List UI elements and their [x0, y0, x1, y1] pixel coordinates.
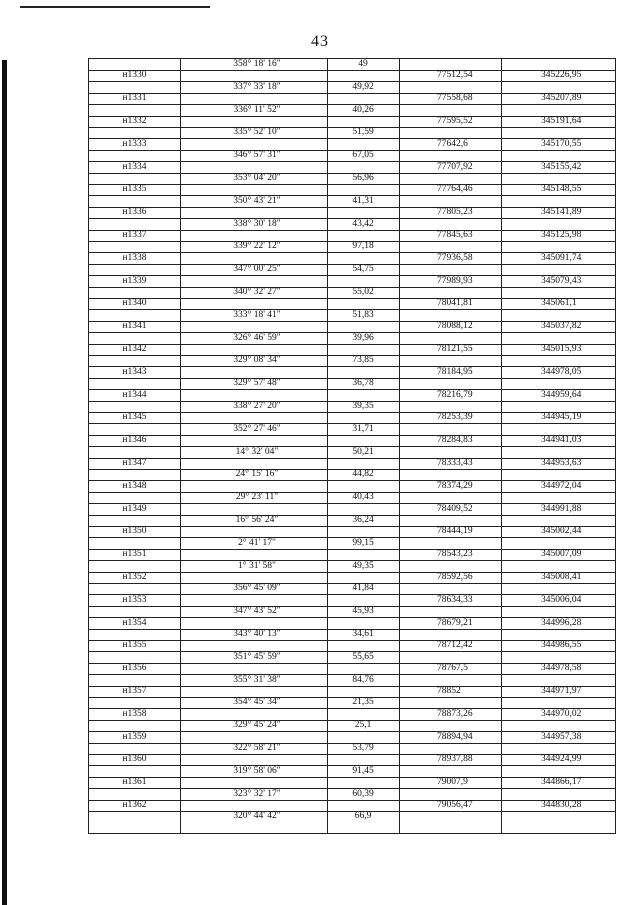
point-name-cell: н1357 [122, 686, 147, 696]
x-coordinate-cell: 77558,68 [437, 93, 473, 104]
y-coordinate-cell: 344924,99 [541, 754, 582, 765]
bearing-cell: 320° 44' 42" [233, 811, 281, 822]
point-name-cell: н1362 [122, 800, 147, 810]
distance-cell: 51,83 [352, 309, 374, 320]
x-coordinate-cell: 78184,95 [437, 366, 473, 377]
point-name-cell: н1344 [122, 389, 147, 400]
y-coordinate-cell: 344941,03 [541, 435, 582, 446]
x-coordinate-cell: 77642,6 [437, 138, 468, 149]
x-coordinate-cell: 78444,19 [437, 526, 473, 537]
bearing-cell: 338° 30' 18" [233, 218, 281, 229]
point-name-cell: н1340 [122, 298, 147, 309]
x-coordinate-cell: 78216,79 [437, 389, 473, 400]
bearing-cell: 350° 43' 21" [233, 195, 281, 206]
point-name-cell: н1353 [122, 594, 147, 605]
bearing-cell: 353° 04' 20" [233, 173, 281, 183]
point-name-cell: н1339 [122, 275, 147, 286]
bearing-cell: 356° 45' 09" [233, 583, 281, 594]
distance-cell: 41,31 [352, 195, 374, 206]
bearing-cell: 14° 32' 04" [235, 446, 279, 457]
x-coordinate-cell: 78894,94 [437, 731, 473, 742]
distance-cell: 73,85 [352, 355, 374, 366]
point-name-cell: н1333 [122, 138, 147, 149]
distance-cell: 91,45 [352, 765, 374, 776]
distance-cell: 56,96 [352, 173, 374, 183]
x-coordinate-cell: 77936,58 [437, 252, 473, 263]
y-coordinate-cell: 345148,55 [541, 184, 582, 195]
bearing-cell: 326° 46' 59" [233, 332, 281, 343]
x-coordinate-cell: 78873,26 [437, 708, 473, 719]
x-coordinate-cell: 77707,92 [437, 161, 473, 172]
point-name-cell: н1352 [122, 572, 147, 582]
point-name-cell: н1331 [122, 93, 147, 104]
y-coordinate-cell: 345125,98 [541, 230, 582, 240]
x-coordinate-cell: 77805,23 [437, 207, 473, 218]
y-coordinate-cell: 345008,41 [541, 572, 582, 582]
x-coordinate-cell: 78284,83 [437, 435, 473, 446]
bearing-cell: 333° 18' 41" [233, 309, 281, 320]
point-name-cell: н1335 [122, 184, 147, 195]
distance-cell: 55,65 [352, 651, 374, 662]
distance-cell: 31,71 [352, 423, 374, 434]
y-coordinate-cell: 344959,64 [541, 389, 582, 400]
distance-cell: 40,43 [352, 492, 374, 503]
y-coordinate-cell: 344978,58 [541, 663, 582, 674]
y-coordinate-cell: 345007,09 [541, 549, 582, 560]
point-name-cell: н1359 [122, 731, 147, 742]
x-coordinate-cell: 77845,63 [437, 230, 473, 240]
distance-cell: 54,75 [352, 264, 374, 275]
point-name-cell: н1356 [122, 663, 147, 674]
distance-cell: 43,42 [352, 218, 374, 229]
x-coordinate-cell: 78767,5 [437, 663, 468, 674]
y-coordinate-cell: 345141,89 [541, 207, 582, 218]
point-name-cell: н1361 [122, 777, 147, 788]
y-coordinate-cell: 344971,97 [541, 686, 582, 696]
y-coordinate-cell: 345079,43 [541, 275, 582, 286]
bearing-cell: 322° 58' 21" [233, 743, 281, 753]
x-coordinate-cell: 78041,81 [437, 298, 473, 309]
x-coordinate-cell: 78712,42 [437, 640, 473, 651]
point-name-cell: н1355 [122, 640, 147, 651]
y-coordinate-cell: 344996,28 [541, 617, 582, 628]
bearing-cell: 16° 56' 24" [235, 515, 279, 525]
bearing-cell: 24° 15' 16" [235, 469, 279, 480]
y-coordinate-cell: 344953,63 [541, 458, 582, 468]
point-name-cell: н1346 [122, 435, 147, 446]
bearing-cell: 1° 31' 58" [238, 560, 276, 571]
y-coordinate-cell: 345015,93 [541, 344, 582, 354]
distance-cell: 67,05 [352, 150, 374, 161]
y-coordinate-cell: 345091,74 [541, 252, 582, 263]
point-name-cell: н1349 [122, 503, 147, 514]
bearing-cell: 29° 23' 11" [235, 492, 279, 503]
point-name-cell: н1358 [122, 708, 147, 719]
distance-cell: 66,9 [354, 811, 372, 822]
page-number: 43 [311, 33, 329, 50]
point-name-cell: н1360 [122, 754, 147, 765]
distance-cell: 39,96 [352, 332, 374, 343]
bearing-cell: 336° 11' 52" [233, 104, 281, 115]
point-name-cell: н1336 [122, 207, 147, 218]
y-coordinate-cell: 344830,28 [541, 800, 582, 810]
bearing-cell: 329° 57' 48" [233, 378, 281, 389]
bearing-cell: 323° 32' 17" [233, 788, 281, 799]
bearing-cell: 340° 32' 27" [233, 287, 281, 297]
distance-cell: 53,79 [352, 743, 374, 753]
bearing-cell: 354° 45' 34" [233, 697, 281, 708]
distance-cell: 34,61 [352, 629, 374, 639]
distance-cell: 36,78 [352, 378, 374, 389]
distance-cell: 55,02 [352, 287, 374, 297]
distance-cell: 39,35 [352, 401, 374, 411]
bearing-cell: 351° 45' 59" [233, 651, 281, 662]
point-name-cell: н1330 [122, 70, 147, 81]
distance-cell: 49,92 [352, 81, 374, 92]
distance-cell: 60,39 [352, 788, 374, 799]
bearing-cell: 339° 22' 12" [233, 241, 281, 252]
distance-cell: 97,18 [352, 241, 374, 252]
x-coordinate-cell: 78543,23 [437, 549, 473, 560]
y-coordinate-cell: 345191,64 [541, 116, 582, 126]
bearing-cell: 346° 57' 31" [233, 150, 281, 161]
bearing-cell: 347° 43' 52" [233, 606, 281, 617]
point-name-cell: н1351 [122, 549, 147, 560]
distance-cell: 49,35 [352, 560, 374, 571]
bearing-cell: 329° 08' 34" [233, 355, 281, 366]
y-coordinate-cell: 345226,95 [541, 70, 582, 81]
point-name-cell: н1334 [122, 161, 147, 172]
bearing-cell: 343° 40' 13" [233, 629, 281, 639]
bearing-cell: 355° 31' 38" [233, 674, 281, 685]
y-coordinate-cell: 345207,89 [541, 93, 582, 104]
x-coordinate-cell: 78409,52 [437, 503, 473, 514]
distance-cell: 84,76 [352, 674, 374, 685]
distance-cell: 40,26 [352, 104, 374, 115]
point-name-cell: н1345 [122, 412, 147, 423]
x-coordinate-cell: 77512,54 [437, 70, 473, 81]
y-coordinate-cell: 345002,44 [541, 526, 582, 537]
distance-cell: 99,15 [352, 537, 374, 548]
point-name-cell: н1341 [122, 321, 147, 332]
x-coordinate-cell: 78333,43 [437, 458, 473, 468]
x-coordinate-cell: 78088,12 [437, 321, 473, 332]
y-coordinate-cell: 344978,05 [541, 366, 582, 377]
y-coordinate-cell: 344986,55 [541, 640, 582, 651]
x-coordinate-cell: 77595,52 [437, 116, 473, 126]
point-name-cell: н1337 [122, 230, 147, 240]
scan-edge-bar [2, 60, 7, 905]
point-name-cell: н1354 [122, 617, 147, 628]
distance-cell: 45,93 [352, 606, 374, 617]
x-coordinate-cell: 78592,56 [437, 572, 473, 582]
bearing-cell: 2° 41' 17" [238, 537, 276, 548]
x-coordinate-cell: 79007,9 [437, 777, 468, 788]
bearing-cell: 335° 52' 10" [233, 127, 281, 138]
x-coordinate-cell: 78937,88 [437, 754, 473, 765]
distance-cell: 25,1 [354, 720, 372, 731]
x-coordinate-cell: 78852 [437, 686, 461, 696]
x-coordinate-cell: 77989,93 [437, 275, 473, 286]
point-name-cell: н1332 [122, 116, 147, 126]
point-name-cell: н1338 [122, 252, 147, 263]
point-name-cell: н1342 [122, 344, 147, 354]
y-coordinate-cell: 345061,1 [541, 298, 577, 309]
y-coordinate-cell: 345006,04 [541, 594, 582, 605]
y-coordinate-cell: 344991,88 [541, 503, 582, 514]
point-name-cell: н1348 [122, 480, 147, 491]
x-coordinate-cell: 77764,46 [437, 184, 473, 195]
distance-cell: 21,35 [352, 697, 374, 708]
bearing-cell: 347° 00' 25" [233, 264, 281, 275]
bearing-cell: 358° 18' 16" [233, 59, 281, 69]
y-coordinate-cell: 344866,17 [541, 777, 582, 788]
x-coordinate-cell: 78121,55 [437, 344, 473, 354]
y-coordinate-cell: 345037,82 [541, 321, 582, 332]
y-coordinate-cell: 344957,38 [541, 731, 582, 742]
y-coordinate-cell: 345155,42 [541, 161, 582, 172]
y-coordinate-cell: 344945,19 [541, 412, 582, 423]
point-name-cell: н1347 [122, 458, 147, 468]
y-coordinate-cell: 344970,02 [541, 708, 582, 719]
x-coordinate-cell: 78634,33 [437, 594, 473, 605]
distance-cell: 36,24 [352, 515, 374, 525]
y-coordinate-cell: 345170,55 [541, 138, 582, 149]
top-rule [20, 6, 210, 8]
bearing-cell: 352° 27' 46" [233, 423, 281, 434]
y-coordinate-cell: 344972,04 [541, 480, 582, 491]
bearing-cell: 337° 33' 18" [233, 81, 281, 92]
bearing-cell: 338° 27' 20" [233, 401, 281, 411]
x-coordinate-cell: 78374,29 [437, 480, 473, 491]
distance-cell: 49 [358, 59, 368, 69]
distance-cell: 41,84 [352, 583, 374, 594]
bearing-cell: 329° 45' 24" [233, 720, 281, 731]
distance-cell: 51,59 [352, 127, 374, 138]
x-coordinate-cell: 79056,47 [437, 800, 473, 810]
coordinates-table [88, 58, 616, 834]
x-coordinate-cell: 78253,39 [437, 412, 473, 423]
point-name-cell: н1350 [122, 526, 147, 537]
bearing-cell: 319° 58' 06" [233, 765, 281, 776]
point-name-cell: н1343 [122, 366, 147, 377]
distance-cell: 44,82 [352, 469, 374, 480]
x-coordinate-cell: 78679,21 [437, 617, 473, 628]
distance-cell: 50,21 [352, 446, 374, 457]
